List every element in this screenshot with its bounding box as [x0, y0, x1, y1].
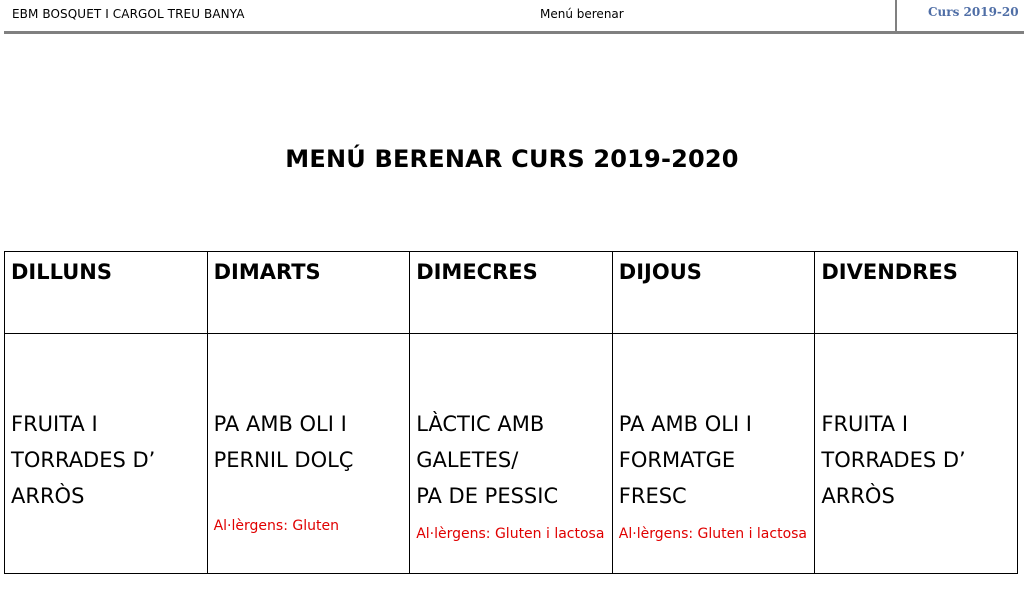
meal-cell-thursday — [612, 334, 815, 574]
meal-cell-monday — [5, 334, 208, 574]
meal-name: LÀCTIC AMB GALETES/ PA DE PESSIC — [416, 412, 559, 508]
allergen-note: Al·lèrgens: Gluten i lactosa — [416, 526, 605, 542]
meal-name: FRUITA I TORRADES D’ ARRÒS — [821, 412, 966, 508]
page-header — [0, 0, 1024, 34]
meal-cell-tuesday — [207, 334, 410, 574]
day-header-friday: DIVENDRES — [815, 252, 1018, 334]
meal-name: PA AMB OLI I FORMATGE FRESC — [618, 412, 752, 508]
meal-name: FRUITA I TORRADES D’ ARRÒS — [11, 412, 156, 508]
day-header-thursday: DIJOUS — [612, 252, 815, 334]
course-year: Curs 2019-20 — [928, 5, 1019, 19]
document-section: Menú berenar — [540, 7, 624, 21]
school-name: EBM BOSQUET I CARGOL TREU BANYA — [12, 7, 245, 21]
day-header-monday: DILLUNS — [5, 252, 208, 334]
day-header-tuesday: DIMARTS — [207, 252, 410, 334]
allergen-note: Al·lèrgens: Gluten i lactosa — [618, 526, 808, 542]
meal-name: PA AMB OLI I PERNIL DOLÇ — [213, 412, 354, 472]
allergen-note: Al·lèrgens: Gluten — [213, 518, 339, 534]
page-title: MENÚ BERENAR CURS 2019-2020 — [285, 145, 739, 173]
meal-row — [5, 334, 1018, 574]
header-rule — [4, 31, 1024, 34]
day-header-row — [5, 252, 1018, 334]
meal-cell-friday — [815, 334, 1018, 574]
menu-table — [4, 251, 1018, 574]
header-divider — [895, 0, 897, 31]
day-header-wednesday: DIMECRES — [410, 252, 613, 334]
meal-cell-wednesday — [410, 334, 613, 574]
